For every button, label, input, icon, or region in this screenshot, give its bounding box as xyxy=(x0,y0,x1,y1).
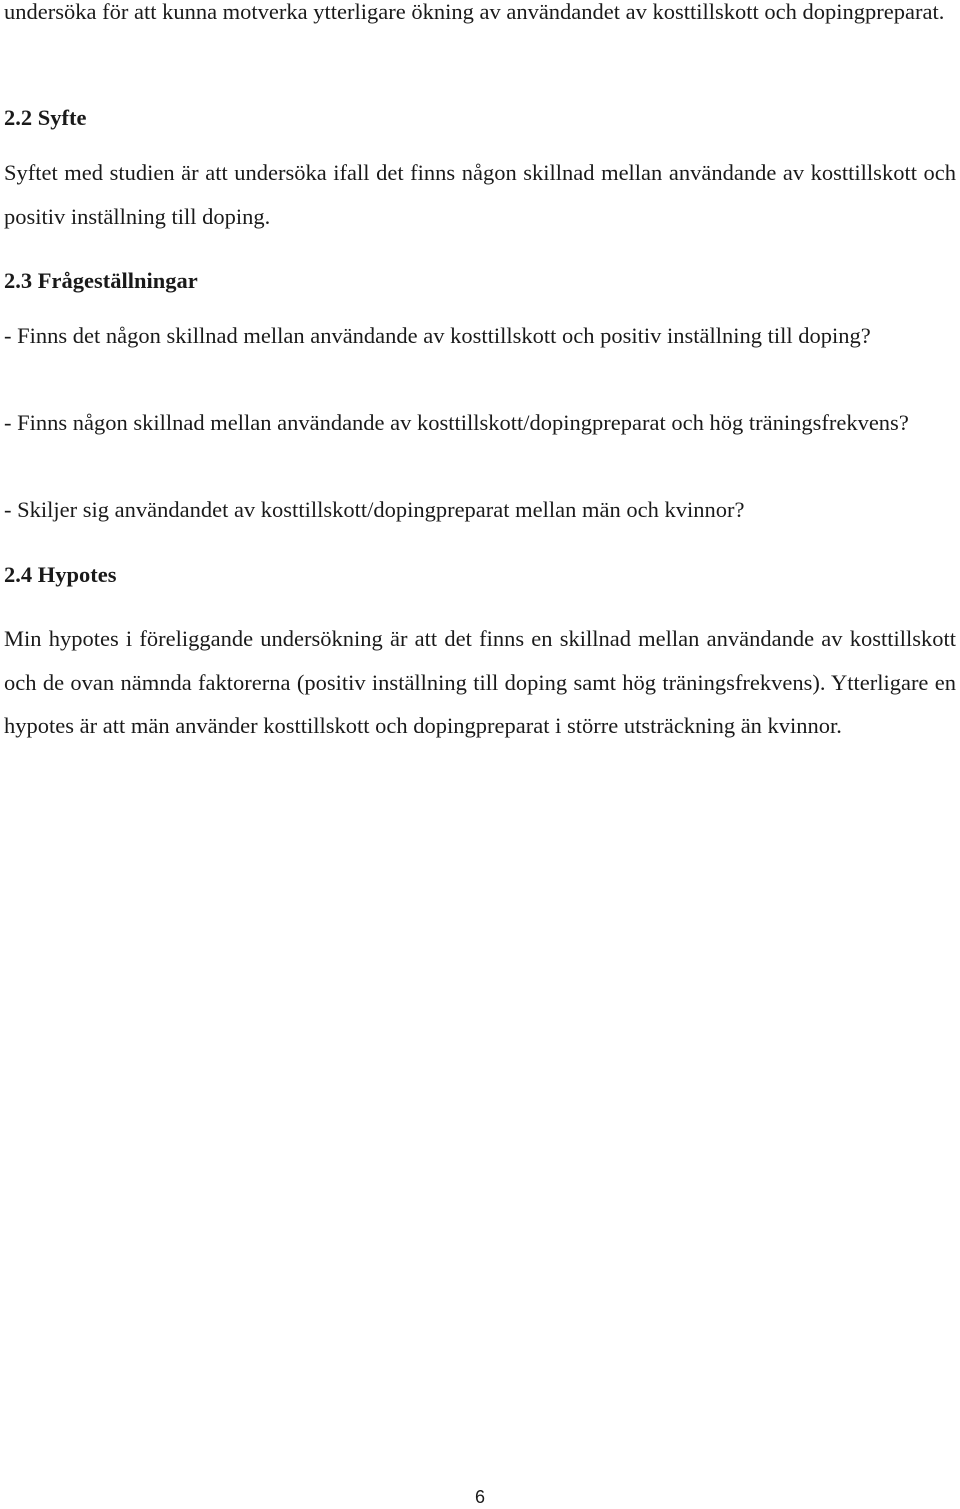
question-item-3: - Skiljer sig användandet av kosttillskott/dopingpreparat mellan män och kvinnor? xyxy=(4,497,745,522)
question-item-2: - Finns någon skillnad mellan användande av kosttillskott/dopingpreparat och hög träningsfrekvens? xyxy=(4,410,909,435)
question-item-1: - Finns det någon skillnad mellan användande av kosttillskott och positiv inställning till doping? xyxy=(4,323,871,348)
syfte-paragraph: Syftet med studien är att undersöka ifall det finns någon skillnad mellan användande av kosttillskott och positiv inställning till doping. xyxy=(4,160,956,229)
hypotes-paragraph: Min hypotes i föreliggande undersökning är att det finns en skillnad mellan användande av kosttillskott och de ovan nämnda faktorerna (positiv inställning till doping samt hög träningsfrekvens). Ytterligare en hypotes är att män använder kosttillskott och dopingpreparat i större utsträckning än kvinnor. xyxy=(4,626,956,738)
section-heading-syfte: 2.2 Syfte xyxy=(4,105,87,130)
intro-continuation-paragraph: undersöka för att kunna motverka ytterligare ökning av användandet av kosttillskott och dopingpreparat. xyxy=(4,0,945,24)
page-number: 6 xyxy=(474,1487,485,1507)
section-heading-hypotes: 2.4 Hypotes xyxy=(4,562,117,587)
section-heading-fragestallningar: 2.3 Frågeställningar xyxy=(4,268,198,293)
